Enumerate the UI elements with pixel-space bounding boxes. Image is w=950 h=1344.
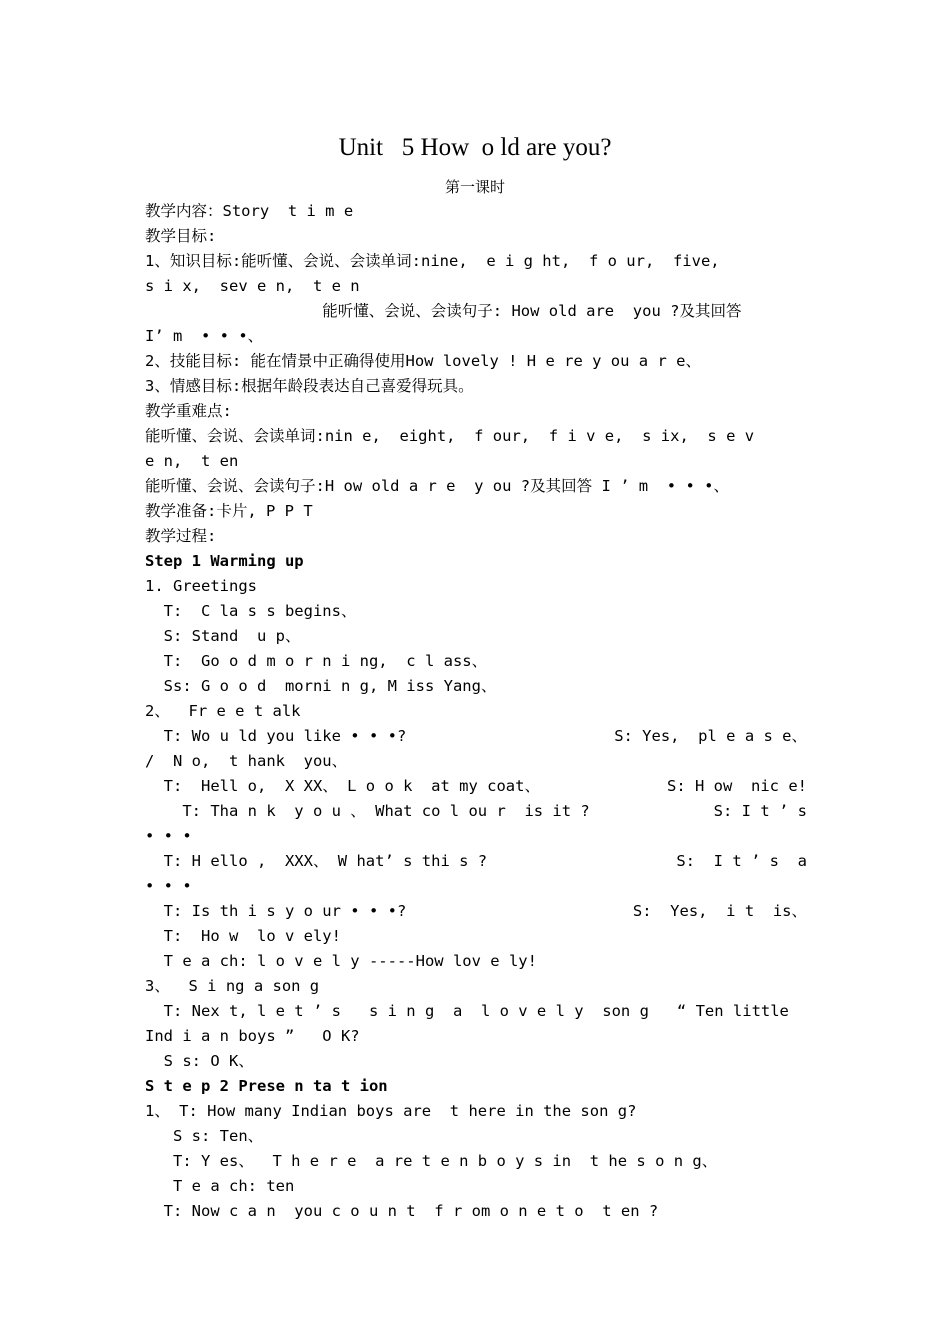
text-line-content: S: Stand u p、 <box>145 627 301 645</box>
text-line <box>145 649 807 674</box>
text-line-content: T: Is th i s y o ur • • •? <box>145 902 407 920</box>
text-line <box>145 1174 807 1199</box>
text-line <box>145 324 807 349</box>
document-body <box>145 199 807 1224</box>
text-line <box>145 874 807 899</box>
text-line <box>145 974 807 999</box>
text-line <box>145 349 807 374</box>
text-line-content: Ss: G o o d morni n g, M iss Yang、 <box>145 677 497 695</box>
text-line <box>145 824 807 849</box>
text-line-content: 1、 T: How many Indian boys are t here in the son g? <box>145 1102 637 1120</box>
text-line-content: 3、 S i ng a son g <box>145 977 320 995</box>
text-line <box>145 899 807 924</box>
text-line-content: 1、知识目标:能听懂、会说、会读单词:nine, e i g ht, f o ur, five, <box>145 252 720 270</box>
text-line-content: T: Tha n k y o u 、 What co l ou r is it ? <box>145 802 590 820</box>
text-line-content: 教学内容：Story t i m e <box>145 202 354 220</box>
text-line-content: T: C la s s begins、 <box>145 602 357 620</box>
text-line <box>145 1199 807 1224</box>
text-line-content: Step 1 Warming up <box>145 552 304 570</box>
text-line-content: T: Wo u ld you like • • •? <box>145 727 407 745</box>
text-line <box>145 1049 807 1074</box>
section-heading <box>145 549 807 574</box>
text-line <box>145 749 807 774</box>
text-line-content: e n, t en <box>145 452 239 470</box>
text-line <box>145 374 807 399</box>
text-line-content: 能听懂、会说、会读句子:H ow old a r e y ou ?及其回答 I ’ m • • •、 <box>145 477 729 495</box>
text-line <box>145 449 807 474</box>
document-subtitle: 第一课时 <box>444 178 505 196</box>
text-line <box>145 399 807 424</box>
text-line-content: • • • <box>145 877 192 895</box>
text-line-content: 1. Greetings <box>145 577 257 595</box>
student-response: S: I t ’ s a <box>676 852 807 870</box>
text-line <box>145 674 807 699</box>
text-line <box>145 849 807 874</box>
student-response: S: Yes, pl e a s e、 <box>614 727 807 745</box>
text-line <box>145 999 807 1024</box>
text-line-content: s i x, sev e n, t e n <box>145 277 360 295</box>
text-line-content: 能听懂、会说、会读单词:nin e, eight, f our, f i v e, s ix, s e v <box>145 427 755 445</box>
text-line <box>145 424 807 449</box>
text-line-content: S t e p 2 Prese n ta t ion <box>145 1077 388 1095</box>
text-line-content: 2、 Fr e e t alk <box>145 702 301 720</box>
text-line <box>145 699 807 724</box>
text-line <box>145 224 807 249</box>
text-line-content: 教学过程: <box>145 527 217 545</box>
text-line-content: T e a ch: l o v e l y -----How lov e ly! <box>145 952 537 970</box>
text-line <box>145 249 807 274</box>
text-line-content: T: Go o d m o r n i ng, c l ass、 <box>145 652 488 670</box>
text-line <box>145 949 807 974</box>
text-line-content: S s: O K、 <box>145 1052 254 1070</box>
text-line <box>145 599 807 624</box>
text-line <box>145 1024 807 1049</box>
text-line <box>145 774 807 799</box>
text-line-content: 2、技能目标: 能在情景中正确得使用How lovely ! H e re y ou a r e、 <box>145 352 701 370</box>
text-line-content: 能听懂、会说、会读句子: How old are you ?及其回答 <box>145 302 742 320</box>
text-line <box>145 799 807 824</box>
document-title: Unit 5 How o ld are you? <box>338 134 612 161</box>
text-line <box>145 1099 807 1124</box>
text-line-content: T: H ello , XXX、 W hat’ s thi s ? <box>145 852 488 870</box>
text-line-content: / N o, t hank you、 <box>145 752 348 770</box>
student-response: S: I t ’ s <box>713 802 807 820</box>
text-line <box>145 724 807 749</box>
student-response: S: H ow nic e! <box>667 777 807 795</box>
text-line <box>145 1124 807 1149</box>
text-line-content: T: Nex t, l e t ’ s s i n g a l o v e l y son g “ Ten little <box>145 1002 789 1020</box>
text-line-content: I’ m • • •、 <box>145 327 264 345</box>
text-line <box>145 199 807 224</box>
text-line <box>145 299 807 324</box>
text-line <box>145 524 807 549</box>
text-line <box>145 924 807 949</box>
text-line <box>145 474 807 499</box>
text-line-content: T: Ho w lo v ely! <box>145 927 341 945</box>
text-line-content: 3、情感目标:根据年龄段表达自己喜爱得玩具。 <box>145 377 474 395</box>
text-line <box>145 274 807 299</box>
text-line <box>145 1149 807 1174</box>
text-line-content: T: Y es、 T h e r e a re t e n b o y s in t he s o n g、 <box>145 1152 718 1170</box>
student-response: S: Yes, i t is、 <box>632 902 807 920</box>
text-line <box>145 624 807 649</box>
text-line-content: 教学重难点: <box>145 402 232 420</box>
text-line <box>145 574 807 599</box>
text-line-content: 教学准备:卡片, P P T <box>145 502 313 520</box>
text-line-content: Ind i a n boys ” O K? <box>145 1027 360 1045</box>
text-line <box>145 499 807 524</box>
text-line-content: T e a ch: ten <box>145 1177 295 1195</box>
text-line-content: S s: Ten、 <box>145 1127 264 1145</box>
text-line-content: • • • <box>145 827 192 845</box>
section-heading <box>145 1074 807 1099</box>
text-line-content: T: Hell o, X XX、 L o o k at my coat、 <box>145 777 540 795</box>
text-line-content: T: Now c a n you c o u n t f r om o n e t o t en ? <box>145 1202 659 1220</box>
text-line-content: 教学目标: <box>145 227 217 245</box>
